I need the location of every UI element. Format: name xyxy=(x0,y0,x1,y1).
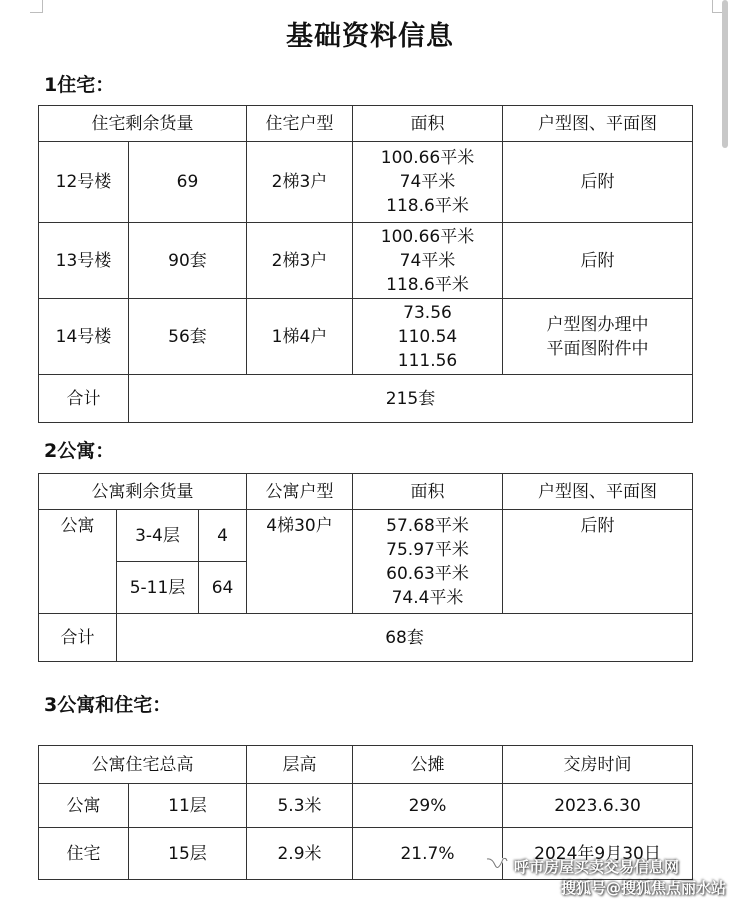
header-cell: 公寓住宅总高 xyxy=(39,746,247,784)
area-cell xyxy=(353,223,503,299)
area-value: 118.6平米 xyxy=(386,274,469,295)
section-heading-combined: 3公寓和住宅： xyxy=(44,694,172,716)
area-value: 57.68平米 xyxy=(386,516,469,536)
table-header-row xyxy=(39,746,693,784)
table-row xyxy=(39,142,693,223)
quantity-cell: 69 xyxy=(129,142,247,223)
residential-table xyxy=(38,105,693,423)
plan-cell: 后附 xyxy=(503,510,693,614)
header-cell: 面积 xyxy=(353,474,503,510)
plan-cell xyxy=(503,299,693,375)
header-cell: 公寓户型 xyxy=(247,474,353,510)
shared-area-cell: 29% xyxy=(353,784,503,828)
header-cell: 公摊 xyxy=(353,746,503,784)
page-title: 基础资料信息 xyxy=(286,21,454,52)
quantity-cell: 4 xyxy=(199,510,247,562)
apartment-name-cell: 公寓 xyxy=(39,510,117,614)
area-value: 74平米 xyxy=(399,172,456,192)
unit-type-cell: 2梯3户 xyxy=(247,223,353,299)
header-cell: 层高 xyxy=(247,746,353,784)
header-cell: 公寓剩余货量 xyxy=(39,474,247,510)
floor-range-cell: 3-4层 xyxy=(117,510,199,562)
floors-cell: 11层 xyxy=(129,784,247,828)
building-cell: 12号楼 xyxy=(39,142,129,223)
unit-type-cell: 1梯4户 xyxy=(247,299,353,375)
building-cell: 13号楼 xyxy=(39,223,129,299)
table-row xyxy=(39,510,693,562)
watermark-account: 搜狐号@搜狐焦点丽水站 xyxy=(561,879,727,897)
area-cell xyxy=(353,142,503,223)
area-cell xyxy=(353,510,503,614)
area-value: 75.97平米 xyxy=(386,540,469,560)
plan-text: 后附 xyxy=(580,250,615,271)
total-row xyxy=(39,375,693,423)
apartment-table xyxy=(38,473,693,662)
table-header-row xyxy=(39,106,693,142)
unit-type-cell: 2梯3户 xyxy=(247,142,353,223)
total-value: 215套 xyxy=(129,375,693,423)
unit-type-cell: 4梯30户 xyxy=(247,510,353,614)
watermark-site: 呼市房屋买卖交易信息网 xyxy=(514,858,680,876)
quantity-cell: 64 xyxy=(199,562,247,614)
area-value: 74.4平米 xyxy=(391,588,464,608)
table-header-row xyxy=(39,474,693,510)
floor-height-cell: 2.9米 xyxy=(247,828,353,880)
delivery-date-cell: 2024年9月30日 xyxy=(503,828,693,880)
plan-text: 后附 xyxy=(580,172,615,192)
area-value: 118.6平米 xyxy=(386,196,469,216)
floors-cell: 15层 xyxy=(129,828,247,880)
area-value: 73.56 xyxy=(403,302,452,323)
plan-cell xyxy=(503,223,693,299)
plan-text: 户型图办理中 xyxy=(546,314,649,335)
header-cell: 户型图、平面图 xyxy=(503,474,693,510)
shared-area-cell: 21.7% xyxy=(353,828,503,880)
delivery-date-cell: 2023.6.30 xyxy=(503,784,693,828)
section-heading-apartment: 2公寓： xyxy=(44,440,115,462)
type-cell: 公寓 xyxy=(39,784,129,828)
section-heading-residential: 1住宅： xyxy=(44,74,115,96)
wechat-channel-icon xyxy=(485,855,509,875)
area-value: 110.54 xyxy=(397,326,458,347)
plan-cell xyxy=(503,142,693,223)
header-cell: 面积 xyxy=(353,106,503,142)
plan-text: 平面图附件中 xyxy=(546,338,649,359)
total-value: 68套 xyxy=(117,614,693,662)
total-row xyxy=(39,614,693,662)
floor-height-cell: 5.3米 xyxy=(247,784,353,828)
total-label: 合计 xyxy=(39,375,129,423)
total-label: 合计 xyxy=(39,614,117,662)
type-cell: 住宅 xyxy=(39,828,129,880)
header-cell: 住宅户型 xyxy=(247,106,353,142)
area-cell xyxy=(353,299,503,375)
area-value: 74平米 xyxy=(399,250,456,271)
table-row xyxy=(39,223,693,299)
crop-mark-left xyxy=(30,0,43,13)
building-cell: 14号楼 xyxy=(39,299,129,375)
header-cell: 交房时间 xyxy=(503,746,693,784)
area-value: 60.63平米 xyxy=(386,564,469,584)
table-row xyxy=(39,784,693,828)
quantity-cell: 90套 xyxy=(129,223,247,299)
floor-range-cell: 5-11层 xyxy=(117,562,199,614)
quantity-cell: 56套 xyxy=(129,299,247,375)
area-value: 111.56 xyxy=(397,350,458,371)
area-value: 100.66平米 xyxy=(380,226,475,247)
header-cell: 住宅剩余货量 xyxy=(39,106,247,142)
area-value: 100.66平米 xyxy=(380,148,475,168)
header-cell: 户型图、平面图 xyxy=(503,106,693,142)
table-row xyxy=(39,299,693,375)
